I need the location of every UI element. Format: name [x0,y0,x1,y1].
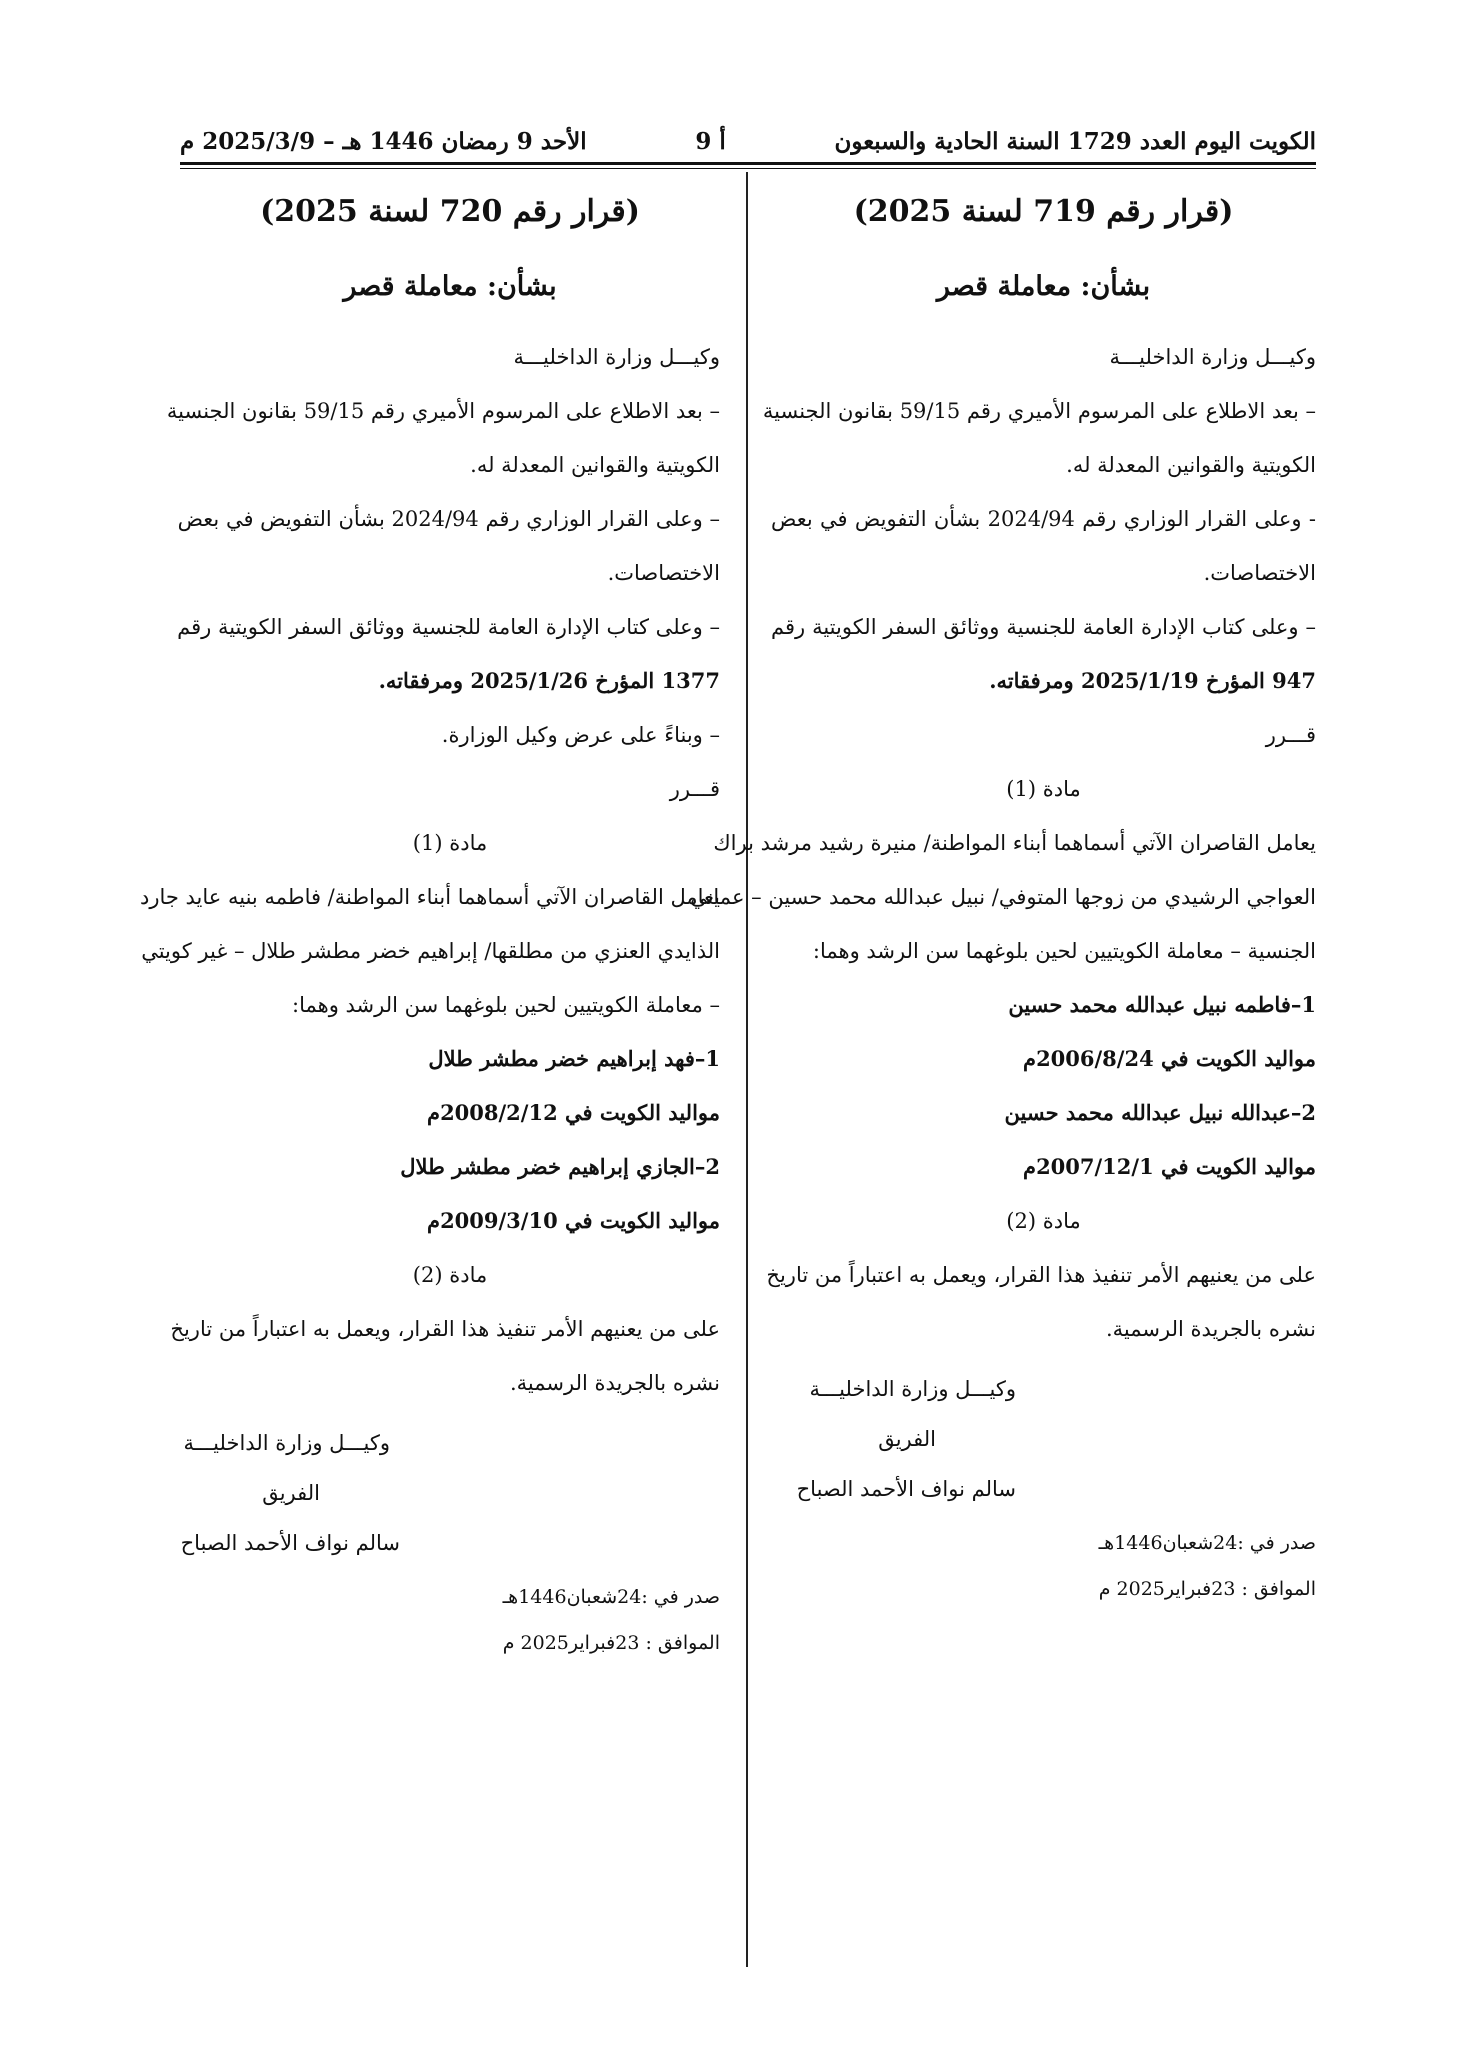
article-2-line-1: على من يعنيهم الأمر تنفيذ هذا القرار، ويعمل به اعتباراً من تاريخ [766,1263,1316,1287]
preamble-1-line-1: – بعد الاطلاع على المرسوم الأميري رقم 59/15 بقانون الجنسية [762,399,1316,423]
decided-label: قـــرر [1265,723,1316,747]
article-1-line-2: الذايدي العنزي من مطلقها/ إبراهيم خضر مطشر طلال – غير كويتي [141,939,720,963]
decision-720 [139,180,720,1666]
issuing-authority: وكيـــل وزارة الداخليـــة [513,345,720,369]
minor-1-name: 1–فاطمه نبيل عبدالله محمد حسين [1008,992,1316,1017]
decision-subject: بشأن: معاملة قصر [936,271,1151,302]
page-header [180,124,1316,158]
minor-2-birth: مواليد الكويت في 2007/12/1م [1023,1154,1316,1179]
issuing-authority: وكيـــل وزارة الداخليـــة [1109,345,1316,369]
article-2-line-1: على من يعنيهم الأمر تنفيذ هذا القرار، ويعمل به اعتباراً من تاريخ [170,1317,720,1341]
header-issue-info: الكويت اليوم العدد 1729 السنة الحادية والسبعون [834,127,1316,155]
minor-2-name: 2–عبدالله نبيل عبدالله محمد حسين [1004,1100,1316,1125]
header-date: الأحد 9 رمضان 1446 هـ – 2025/3/9 م [180,127,587,155]
preamble-1-line-2: الكويتية والقوانين المعدلة له. [470,453,720,477]
signatory-rank: الفريق [878,1427,936,1451]
issue-date-gregorian: الموافق : 23فبراير2025 م [502,1632,720,1654]
decision-719 [690,180,1316,1612]
article-2-heading: مادة (2) [1006,1209,1081,1233]
preamble-3-line-2: 947 المؤرخ 2025/1/19 ومرفقاته. [989,668,1316,693]
article-1-line-1: يعامل القاصران الآتي أسماهما أبناء المواطنة/ منيرة رشيد مرشد براك [713,831,1316,855]
preamble-2-line-1: – وعلى القرار الوزاري رقم 2024/94 بشأن التفويض في بعض [177,507,720,531]
minor-2-birth: مواليد الكويت في 2009/3/10م [427,1208,720,1233]
minor-1-birth: مواليد الكويت في 2008/2/12م [427,1100,720,1125]
header-rule-thin [180,168,1316,169]
article-1-heading: مادة (1) [412,831,488,855]
preamble-3-line-1: – وعلى كتاب الإدارة العامة للجنسية ووثائق السفر الكويتية رقم [771,615,1316,639]
preamble-2-line-2: الاختصاصات. [1203,561,1316,585]
signatory-name: سالم نواف الأحمد الصباح [180,1531,400,1555]
column-divider [746,172,748,1967]
signatory-title: وكيـــل وزارة الداخليـــة [809,1377,1016,1401]
minor-1-birth: مواليد الكويت في 2006/8/24م [1023,1046,1316,1071]
preamble-2-line-1: - وعلى القرار الوزاري رقم 2024/94 بشأن التفويض في بعض [771,507,1316,531]
article-1-line-2: العواجي الرشيدي من زوجها المتوفي/ نبيل عبدالله محمد حسين – عماني [690,885,1316,909]
preamble-2-line-2: الاختصاصات. [607,561,720,585]
preamble-1-line-1: – بعد الاطلاع على المرسوم الأميري رقم 59/15 بقانون الجنسية [166,399,720,423]
header-page-number: أ 9 [695,127,726,155]
article-2-line-2: نشره بالجريدة الرسمية. [1106,1317,1316,1341]
article-1-line-3: – معاملة الكويتيين لحين بلوغهما سن الرشد وهما: [292,993,720,1017]
signatory-title: وكيـــل وزارة الداخليـــة [183,1431,390,1455]
preamble-3-line-2: 1377 المؤرخ 2025/1/26 ومرفقاته. [378,668,720,693]
minor-2-name: 2–الجازي إبراهيم خضر مطشر طلال [400,1154,720,1179]
article-1-line-1: يعامل القاصران الآتي أسماهما أبناء المواطنة/ فاطمه بنيه عايد جارد [139,885,720,909]
preamble-3-line-1: – وعلى كتاب الإدارة العامة للجنسية ووثائق السفر الكويتية رقم [177,615,720,639]
article-1-heading: مادة (1) [1006,777,1081,801]
issue-date-hijri: صدر في :24شعبان1446هـ [502,1586,720,1608]
signatory-rank: الفريق [262,1481,320,1505]
decision-subject: بشأن: معاملة قصر [343,271,557,302]
decision-title: (قرار رقم 719 لسنة 2025) [853,194,1234,229]
article-2-heading: مادة (2) [412,1263,488,1287]
preamble-1-line-2: الكويتية والقوانين المعدلة له. [1066,453,1316,477]
signatory-name: سالم نواف الأحمد الصباح [796,1477,1016,1501]
decided-label: قـــرر [669,777,720,801]
issue-date-hijri: صدر في :24شعبان1446هـ [1098,1532,1316,1554]
article-1-line-3: الجنسية – معاملة الكويتيين لحين بلوغهما سن الرشد وهما: [812,939,1316,963]
decision-title: (قرار رقم 720 لسنة 2025) [260,194,640,229]
preamble-4: – وبناءً على عرض وكيل الوزارة. [441,723,720,747]
header-rule-thick [180,162,1316,165]
article-2-line-2: نشره بالجريدة الرسمية. [510,1371,720,1395]
issue-date-gregorian: الموافق : 23فبراير2025 م [1098,1578,1316,1600]
minor-1-name: 1–فهد إبراهيم خضر مطشر طلال [428,1046,720,1071]
